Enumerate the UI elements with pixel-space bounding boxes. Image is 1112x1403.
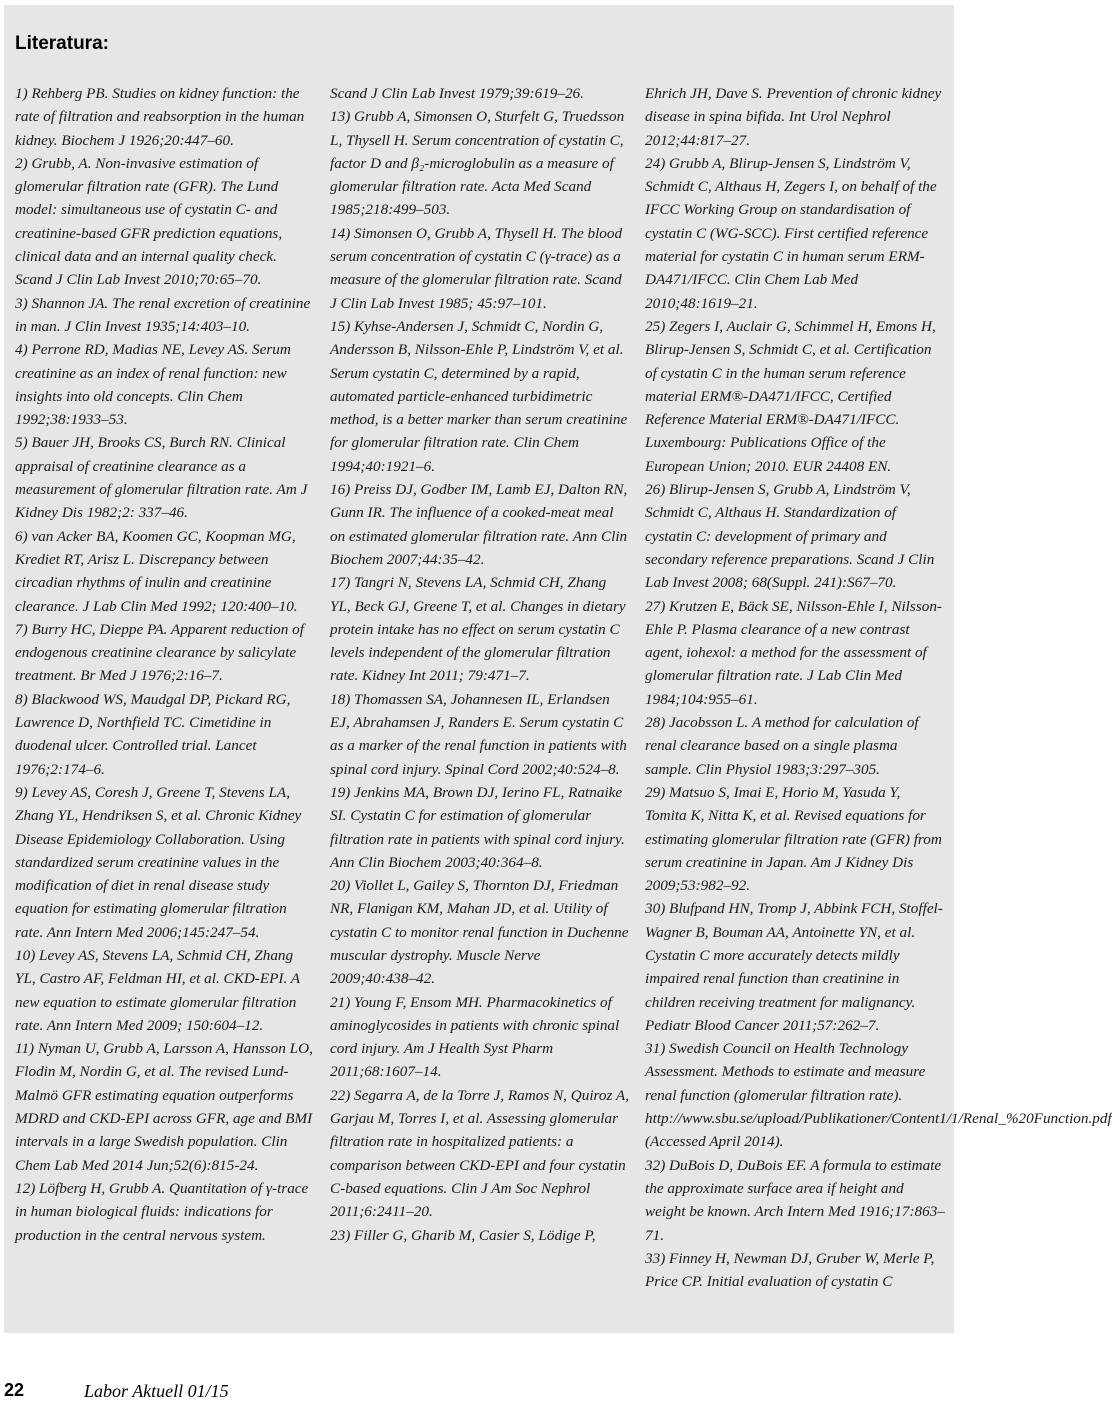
reference-entry: 11) Nyman U, Grubb A, Larsson A, Hansson LO, Flodin M, Nordin G, et al. The revised Lund-Malmö GFR estimating equation outperforms MDRD and CKD-EPI across GFR, age and BMI intervals in a large Swedish population. Clin Chem Lab Med 2014 Jun;52(6):815-24.: [15, 1040, 313, 1174]
reference-entry: 16) Preiss DJ, Godber IM, Lamb EJ, Dalton RN, Gunn IR. The influence of a cooked-meat meal on estimated glomerular filtration rate. Ann Clin Biochem 2007;44:35–42.: [330, 481, 628, 568]
reference-entry: 32) DuBois D, DuBois EF. A formula to estimate the approximate surface area if height and weight be known. Arch Intern Med 1916;17:863–71.: [645, 1156, 945, 1244]
reference-entry: 14) Simonsen O, Grubb A, Thysell H. The blood serum concentration of cystatin C (γ-trace) as a measure of the glomerular filtration rate. Scand J Clin Lab Invest 1985; 45:97–101.: [330, 224, 623, 312]
reference-entry: 25) Zegers I, Auclair G, Schimmel H, Emons H, Blirup-Jensen S, Schmidt C, et al. Certification of cystatin C in the human serum reference material ERM®-DA471/IFCC, Certified Reference Material ERM®-DA471/IFCC. Luxembourg: Publications Office of the European Union; 2010. EUR 24408 EN.: [645, 317, 936, 475]
references-heading: Literatura:: [15, 33, 109, 54]
reference-entry: 10) Levey AS, Stevens LA, Schmid CH, Zhang YL, Castro AF, Feldman HI, et al. CKD-EPI. A new equation to estimate glomerular filtration rate. Ann Intern Med 2009; 150:604–12.: [15, 946, 300, 1034]
reference-entry: 15) Kyhse-Andersen J, Schmidt C, Nordin G, Andersson B, Nilsson-Ehle P, Lindström V, et al. Serum cystatin C, determined by a rapid, automated particle-enhanced turbidimetric method, is a better marker than serum creatinine for glomerular filtration rate. Clin Chem 1994;40:1921–6.: [330, 317, 628, 475]
reference-entry: 13) Grubb A, Simonsen O, Sturfelt G, Truedsson L, Thysell H. Serum concentration of cystatin C, factor D and β₂-microglobulin as a measure of glomerular filtration rate. Acta Med Scand 1985;218:499–503.: [330, 108, 625, 219]
reference-entry: 9) Levey AS, Coresh J, Greene T, Stevens LA, Zhang YL, Hendriksen S, et al. Chronic Kidney Disease Epidemiology Collaboration. Using standardized serum creatinine values in the modification of diet in renal disease study equation for estimating glomerular filtration rate. Ann Intern Med 2006;145:247–54.: [15, 783, 302, 941]
reference-entry: 8) Blackwood WS, Maudgal DP, Pickard RG, Lawrence D, Northfield TC. Cimetidine in duodenal ulcer. Controlled trial. Lancet 1976;2:174–6.: [15, 690, 291, 778]
reference-entry: 30) Blufpand HN, Tromp J, Abbink FCH, Stoffel-Wagner B, Bouman AA, Antoinette YN, et al. Cystatin C more accurately detects mildly impaired renal function than creatinine in children receiving treatment for malignancy. Pediatr Blood Cancer 2011;57:262–7.: [645, 900, 943, 1034]
reference-entry: 33) Finney H, Newman DJ, Gruber W, Merle P, Price CP. Initial evaluation of cystatin C: [645, 1249, 935, 1291]
page-number: 22: [4, 1380, 25, 1400]
reference-entry: 7) Burry HC, Dieppe PA. Apparent reduction of endogenous creatinine clearance by salicylate treatment. Br Med J 1976;2:16–7.: [15, 620, 304, 685]
reference-entry: 17) Tangri N, Stevens LA, Schmid CH, Zhang YL, Beck GJ, Greene T, et al. Changes in dietary protein intake has no effect on serum cystatin C levels independent of the glomerular filtration rate. Kidney Int 2011; 79:471–7.: [330, 574, 626, 685]
reference-entry: 22) Segarra A, de la Torre J, Ramos N, Quiroz A, Garjau M, Torres I, et al. Assessing glomerular filtration rate in hospitalized patients: a comparison between CKD-EPI and four cystatin C-based equations. Clin J Am Soc Nephrol 2011;6:2411–20.: [330, 1086, 629, 1221]
reference-entry: 24) Grubb A, Blirup-Jensen S, Lindström V, Schmidt C, Althaus H, Zegers I, on behalf of the IFCC Working Group on standardisation of cystatin C (WG-SCC). First certified reference material for cystatin C in human serum ERM-DA471/IFCC. Clin Chem Lab Med 2010;48:1619–21.: [645, 154, 937, 312]
references-panel: [4, 5, 1112, 1333]
reference-entry: 27) Krutzen E, Bäck SE, Nilsson-Ehle I, Nilsson-Ehle P. Plasma clearance of a new contrast agent, iohexol: a method for the assessment of glomerular filtration rate. J Lab Clin Med 1984;104:955–61.: [645, 597, 942, 708]
reference-entry: 19) Jenkins MA, Brown DJ, Ierino FL, Ratnaike SI. Cystatin C for estimation of glomerular filtration rate in patients with spinal cord injury. Ann Clin Biochem 2003;40:364–8.: [330, 783, 625, 871]
reference-entry: 5) Bauer JH, Brooks CS, Burch RN. Clinical appraisal of creatinine clearance as a measurement of glomerular filtration rate. Am J Kidney Dis 1982;2: 337–46.: [15, 434, 308, 522]
reference-entry: Ehrich JH, Dave S. Prevention of chronic kidney disease in spina bifida. Int Urol Nephrol 2012;44:817–27.: [645, 85, 942, 149]
reference-entry: 3) Shannon JA. The renal excretion of creatinine in man. J Clin Invest 1935;14:403–10.: [15, 294, 311, 335]
reference-column-1: [15, 82, 315, 1247]
reference-entry: 20) Viollet L, Gailey S, Thornton DJ, Friedman NR, Flanigan KM, Mahan JD, et al. Utility of cystatin C to monitor renal function in Duchenne muscular dystrophy. Muscle Nerve 2009;40:438–42.: [330, 877, 629, 988]
reference-entry: Scand J Clin Lab Invest 1979;39:619–26.: [330, 85, 584, 102]
reference-entry: 18) Thomassen SA, Johannesen IL, Erlandsen EJ, Abrahamsen J, Randers E. Serum cystatin C as a marker of the renal function in patients with spinal cord injury. Spinal Cord 2002;40:524–8.: [330, 690, 627, 778]
reference-entry: 26) Blirup-Jensen S, Grubb A, Lindström V, Schmidt C, Althaus H. Standardization of cystatin C: development of primary and secondary reference preparations. Scand J Clin Lab Invest 2008; 68(Suppl. 241):S67–70.: [645, 481, 935, 592]
reference-column-2: [330, 82, 630, 1247]
reference-entry: 23) Filler G, Gharib M, Casier S, Lödige P,: [330, 1226, 596, 1244]
reference-entry: 6) van Acker BA, Koomen GC, Koopman MG, Krediet RT, Arisz L. Discrepancy between circadian rhythms of inulin and creatinine clearance. J Lab Clin Med 1992; 120:400–10.: [15, 527, 298, 615]
reference-entry: 28) Jacobsson L. A method for calculation of renal clearance based on a single plasma sample. Clin Physiol 1983;3:297–305.: [645, 714, 919, 778]
reference-entry: 21) Young F, Ensom MH. Pharmacokinetics of aminoglycosides in patients with chronic spinal cord injury. Am J Health Syst Pharm 2011;68:1607–14.: [330, 993, 620, 1081]
journal-name: Labor Aktuell 01/15: [84, 1381, 229, 1401]
reference-entry: 4) Perrone RD, Madias NE, Levey AS. Serum creatinine as an index of renal function: new insights into old concepts. Clin Chem 1992;38:1933–53.: [15, 341, 291, 429]
reference-entry: 1) Rehberg PB. Studies on kidney function: the rate of filtration and reabsorption in the human kidney. Biochem J 1926;20:447–60.: [15, 85, 305, 149]
reference-entry: 31) Swedish Council on Health Technology Assessment. Methods to estimate and measure renal function (glomerular filtration rate). http://www.sbu.se/upload/Publikationer/Content1/1/Renal_%20Function.pdf (Accessed April 2014).: [645, 1040, 1112, 1151]
reference-entry: 12) Löfberg H, Grubb A. Quantitation of γ-trace in human biological fluids: indications for production in the central nervous system.: [15, 1179, 309, 1244]
reference-entry: 29) Matsuo S, Imai E, Horio M, Yasuda Y, Tomita K, Nitta K, et al. Revised equations for estimating glomerular filtration rate (GFR) from serum creatinine in Japan. Am J Kidney Dis 2009;53:982–92.: [645, 783, 942, 895]
reference-column-3: [645, 82, 1112, 1293]
reference-entry: 2) Grubb, A. Non-invasive estimation of glomerular filtration rate (GFR). The Lund model: simultaneous use of cystatin C- and creatinine-based GFR prediction equations, clinical data and an internal quality check. Scand J Clin Lab Invest 2010;70:65–70.: [15, 154, 283, 289]
